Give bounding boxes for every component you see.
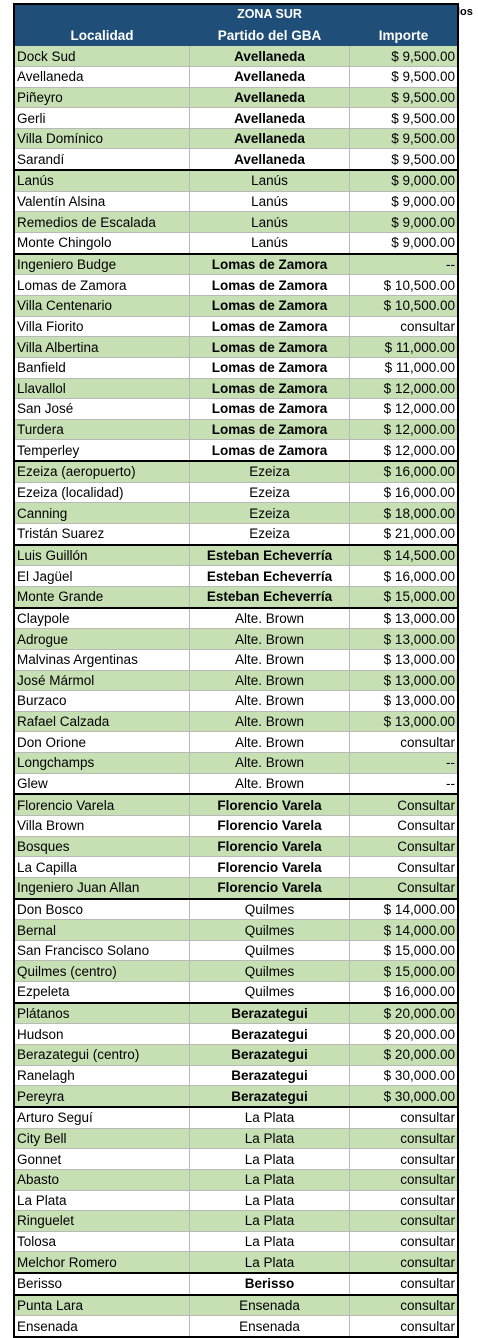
table-row	[14, 961, 458, 982]
cell-importe[interactable]: $ 13,000.00	[350, 711, 459, 732]
table-row	[14, 108, 458, 129]
cell-localidad[interactable]: Ringuelet	[14, 1211, 190, 1232]
cell-partido[interactable]: Berazategui	[190, 1045, 350, 1066]
cell-localidad[interactable]: Dock Sud	[14, 46, 190, 67]
cell-localidad[interactable]: San Francisco Solano	[14, 940, 190, 961]
price-table	[13, 3, 459, 1338]
table-row	[14, 1295, 458, 1316]
cell-partido[interactable]: Alte. Brown	[190, 732, 350, 753]
table-row	[14, 87, 458, 108]
cell-localidad[interactable]: Rafael Calzada	[14, 711, 190, 732]
cell-partido[interactable]: La Plata	[190, 1231, 350, 1252]
cell-partido[interactable]: La Plata	[190, 1107, 350, 1128]
cell-importe[interactable]: consultar	[350, 732, 459, 753]
table-row	[14, 920, 458, 941]
table-row	[14, 378, 458, 399]
cell-importe[interactable]: consultar	[350, 1128, 459, 1149]
cell-importe[interactable]: $ 9,000.00	[350, 170, 459, 191]
table-row	[14, 566, 458, 587]
table-row	[14, 1316, 458, 1337]
cell-importe[interactable]: Consultar	[350, 877, 459, 898]
cell-partido[interactable]: Florencio Varela	[190, 857, 350, 878]
cell-importe[interactable]: $ 9,000.00	[350, 191, 459, 212]
table-row	[14, 128, 458, 149]
table-row	[14, 545, 458, 566]
cell-importe[interactable]: $ 9,000.00	[350, 233, 459, 254]
header-row	[14, 25, 458, 46]
cell-partido[interactable]: Quilmes	[190, 961, 350, 982]
cell-localidad[interactable]: Lomas de Zamora	[14, 275, 190, 296]
cell-partido[interactable]: Esteban Echeverría	[190, 586, 350, 607]
table-row	[14, 482, 458, 503]
cell-localidad[interactable]: Villa Albertina	[14, 337, 190, 358]
cell-localidad[interactable]: Don Bosco	[14, 899, 190, 920]
cell-localidad[interactable]: Pereyra	[14, 1086, 190, 1107]
cell-localidad[interactable]: Villa Centenario	[14, 295, 190, 316]
cell-partido[interactable]: Alte. Brown	[190, 649, 350, 670]
cell-partido[interactable]: La Plata	[190, 1169, 350, 1190]
table-row	[14, 1169, 458, 1190]
cell-importe[interactable]: consultar	[350, 1252, 459, 1273]
cell-localidad[interactable]: Bosques	[14, 836, 190, 857]
cell-partido[interactable]: Quilmes	[190, 899, 350, 920]
table-row	[14, 1149, 458, 1170]
cell-importe[interactable]: Consultar	[350, 836, 459, 857]
cell-localidad[interactable]: Burzaco	[14, 691, 190, 712]
cell-localidad[interactable]: Hudson	[14, 1024, 190, 1045]
cell-importe[interactable]: $ 12,000.00	[350, 399, 459, 420]
cell-localidad[interactable]: Lanús	[14, 170, 190, 191]
cell-importe[interactable]: $ 30,000.00	[350, 1065, 459, 1086]
cell-partido[interactable]: Alte. Brown	[190, 670, 350, 691]
cell-importe[interactable]: $ 20,000.00	[350, 1003, 459, 1024]
cell-importe[interactable]: $ 11,000.00	[350, 337, 459, 358]
cell-partido[interactable]: Lomas de Zamora	[190, 440, 350, 461]
table-row	[14, 316, 458, 337]
cell-partido[interactable]: Alte. Brown	[190, 629, 350, 650]
cell-importe[interactable]: $ 10,500.00	[350, 275, 459, 296]
table-row	[14, 940, 458, 961]
cell-importe[interactable]: $ 12,000.00	[350, 440, 459, 461]
table-row	[14, 1107, 458, 1128]
table-row	[14, 815, 458, 836]
table-row	[14, 503, 458, 524]
cell-partido[interactable]: Lomas de Zamora	[190, 357, 350, 378]
cell-importe[interactable]: --	[350, 773, 459, 794]
table-row	[14, 877, 458, 898]
cell-importe[interactable]: consultar	[350, 1295, 459, 1316]
cell-localidad[interactable]: Arturo Seguí	[14, 1107, 190, 1128]
cell-localidad[interactable]: Malvinas Argentinas	[14, 649, 190, 670]
cell-partido[interactable]: La Plata	[190, 1252, 350, 1273]
cell-localidad[interactable]: Piñeyro	[14, 87, 190, 108]
table-row	[14, 275, 458, 296]
header-importe[interactable]: Importe	[350, 25, 459, 46]
cell-partido[interactable]: Alte. Brown	[190, 711, 350, 732]
cell-partido[interactable]: Lomas de Zamora	[190, 378, 350, 399]
table-row	[14, 46, 458, 67]
cell-localidad[interactable]: Monte Grande	[14, 586, 190, 607]
cell-importe[interactable]: consultar	[350, 1149, 459, 1170]
cell-importe[interactable]: consultar	[350, 1231, 459, 1252]
cell-localidad[interactable]: Ezpeleta	[14, 982, 190, 1003]
cell-partido[interactable]: Esteban Echeverría	[190, 545, 350, 566]
cell-importe[interactable]: $ 16,000.00	[350, 461, 459, 482]
cell-importe[interactable]: $ 14,500.00	[350, 545, 459, 566]
cell-importe[interactable]: $ 13,000.00	[350, 608, 459, 629]
cell-importe[interactable]: $ 9,500.00	[350, 66, 459, 87]
cell-localidad[interactable]: Gonnet	[14, 1149, 190, 1170]
cell-importe[interactable]: consultar	[350, 1273, 459, 1295]
cell-localidad[interactable]: Longchamps	[14, 753, 190, 774]
cell-localidad[interactable]: Sarandí	[14, 149, 190, 170]
cell-partido[interactable]: Ezeiza	[190, 524, 350, 545]
cell-localidad[interactable]: Punta Lara	[14, 1295, 190, 1316]
cell-importe[interactable]: $ 13,000.00	[350, 649, 459, 670]
cell-partido[interactable]: Alte. Brown	[190, 608, 350, 629]
cell-partido[interactable]: La Plata	[190, 1211, 350, 1232]
table-row	[14, 629, 458, 650]
table-row	[14, 857, 458, 878]
cell-importe[interactable]: --	[350, 753, 459, 774]
cell-importe[interactable]: $ 10,500.00	[350, 295, 459, 316]
cell-partido[interactable]: Florencio Varela	[190, 877, 350, 898]
cell-importe[interactable]: Consultar	[350, 857, 459, 878]
cell-partido[interactable]: Berazategui	[190, 1024, 350, 1045]
cell-importe[interactable]: $ 15,000.00	[350, 961, 459, 982]
table-row	[14, 836, 458, 857]
cell-importe[interactable]: $ 14,000.00	[350, 920, 459, 941]
cell-localidad[interactable]: Avellaneda	[14, 66, 190, 87]
cell-localidad[interactable]: José Mármol	[14, 670, 190, 691]
cell-localidad[interactable]: Ensenada	[14, 1316, 190, 1337]
cell-localidad[interactable]: Villa Domínico	[14, 128, 190, 149]
cell-localidad[interactable]: Berisso	[14, 1273, 190, 1295]
cell-importe[interactable]: $ 9,500.00	[350, 128, 459, 149]
table-row	[14, 1024, 458, 1045]
table-row	[14, 586, 458, 607]
cell-localidad[interactable]: Villa Brown	[14, 815, 190, 836]
cell-importe[interactable]: $ 13,000.00	[350, 629, 459, 650]
table-row	[14, 419, 458, 440]
cell-partido[interactable]: Ensenada	[190, 1316, 350, 1337]
cell-importe[interactable]: $ 12,000.00	[350, 378, 459, 399]
cell-importe[interactable]: consultar	[350, 1211, 459, 1232]
table-row	[14, 1190, 458, 1211]
table-row	[14, 691, 458, 712]
cell-localidad[interactable]: City Bell	[14, 1128, 190, 1149]
cell-importe[interactable]: $ 9,500.00	[350, 46, 459, 67]
table-row	[14, 753, 458, 774]
cell-partido[interactable]: La Plata	[190, 1149, 350, 1170]
cell-localidad[interactable]: San José	[14, 399, 190, 420]
table-row	[14, 170, 458, 191]
cell-localidad[interactable]: Florencio Varela	[14, 794, 190, 815]
cell-localidad[interactable]: Llavallol	[14, 378, 190, 399]
cell-importe[interactable]: consultar	[350, 1316, 459, 1337]
table-row	[14, 295, 458, 316]
cell-localidad[interactable]: Remedios de Escalada	[14, 212, 190, 233]
cell-importe[interactable]: Consultar	[350, 815, 459, 836]
cell-localidad[interactable]: Ranelagh	[14, 1065, 190, 1086]
cell-partido[interactable]: Lomas de Zamora	[190, 337, 350, 358]
cell-localidad[interactable]: Tolosa	[14, 1231, 190, 1252]
table-row	[14, 732, 458, 753]
cell-importe[interactable]: consultar	[350, 1190, 459, 1211]
cell-localidad[interactable]: Villa Fiorito	[14, 316, 190, 337]
cell-partido[interactable]: Alte. Brown	[190, 691, 350, 712]
cell-importe[interactable]: $ 13,000.00	[350, 691, 459, 712]
cell-importe[interactable]: $ 11,000.00	[350, 357, 459, 378]
cell-partido[interactable]: Avellaneda	[190, 149, 350, 170]
table-row	[14, 191, 458, 212]
cell-partido[interactable]: Berazategui	[190, 1065, 350, 1086]
cell-importe[interactable]: Consultar	[350, 794, 459, 815]
cell-partido[interactable]: Lomas de Zamora	[190, 254, 350, 275]
cell-partido[interactable]: Ezeiza	[190, 503, 350, 524]
table-row	[14, 1003, 458, 1024]
cell-partido[interactable]: Lomas de Zamora	[190, 316, 350, 337]
cell-localidad[interactable]: Ezeiza (aeropuerto)	[14, 461, 190, 482]
cell-localidad[interactable]: Quilmes (centro)	[14, 961, 190, 982]
table-row	[14, 524, 458, 545]
cell-importe[interactable]: consultar	[350, 1169, 459, 1190]
cell-partido[interactable]: Avellaneda	[190, 108, 350, 129]
table-row	[14, 1065, 458, 1086]
cell-partido[interactable]: Florencio Varela	[190, 794, 350, 815]
cell-partido[interactable]: Avellaneda	[190, 87, 350, 108]
table-row	[14, 711, 458, 732]
cell-partido[interactable]: Lomas de Zamora	[190, 275, 350, 296]
table-row	[14, 461, 458, 482]
cell-partido[interactable]: Avellaneda	[190, 46, 350, 67]
cell-importe[interactable]: $ 16,000.00	[350, 482, 459, 503]
cell-importe[interactable]: $ 21,000.00	[350, 524, 459, 545]
cell-importe[interactable]: $ 20,000.00	[350, 1024, 459, 1045]
cell-partido[interactable]: Ezeiza	[190, 461, 350, 482]
table-row	[14, 1211, 458, 1232]
zone-title-blank-cell-right[interactable]	[350, 4, 459, 25]
zone-title-blank-cell[interactable]	[14, 4, 190, 25]
cell-importe[interactable]: $ 15,000.00	[350, 940, 459, 961]
cell-partido[interactable]: Lanús	[190, 170, 350, 191]
cell-partido[interactable]: Florencio Varela	[190, 815, 350, 836]
cell-localidad[interactable]: Gerli	[14, 108, 190, 129]
side-note-text: los	[457, 6, 473, 18]
table-row	[14, 1231, 458, 1252]
cell-partido[interactable]: Lanús	[190, 191, 350, 212]
cell-importe[interactable]: $ 20,000.00	[350, 1045, 459, 1066]
table-row	[14, 649, 458, 670]
cell-partido[interactable]: Lomas de Zamora	[190, 295, 350, 316]
cell-partido[interactable]: La Plata	[190, 1190, 350, 1211]
cell-partido[interactable]: Quilmes	[190, 920, 350, 941]
cell-partido[interactable]: Avellaneda	[190, 66, 350, 87]
table-row	[14, 212, 458, 233]
cell-localidad[interactable]: Glew	[14, 773, 190, 794]
cell-partido[interactable]: Lanús	[190, 233, 350, 254]
cell-partido[interactable]: Florencio Varela	[190, 836, 350, 857]
cell-importe[interactable]: $ 12,000.00	[350, 419, 459, 440]
table-row	[14, 1252, 458, 1273]
table-row	[14, 337, 458, 358]
cell-partido[interactable]: Quilmes	[190, 982, 350, 1003]
cell-localidad[interactable]: Bernal	[14, 920, 190, 941]
cell-localidad[interactable]: Ezeiza (localidad)	[14, 482, 190, 503]
cell-partido[interactable]: Berazategui	[190, 1086, 350, 1107]
cell-partido[interactable]: Quilmes	[190, 940, 350, 961]
cell-partido[interactable]: La Plata	[190, 1128, 350, 1149]
cell-partido[interactable]: Berazategui	[190, 1003, 350, 1024]
cell-partido[interactable]: Lomas de Zamora	[190, 399, 350, 420]
cell-localidad[interactable]: Turdera	[14, 419, 190, 440]
header-partido[interactable]: Partido del GBA	[190, 25, 350, 46]
cell-importe[interactable]: $ 30,000.00	[350, 1086, 459, 1107]
table-row	[14, 773, 458, 794]
table-row	[14, 399, 458, 420]
cell-localidad[interactable]: La Plata	[14, 1190, 190, 1211]
cell-localidad[interactable]: Banfield	[14, 357, 190, 378]
table-row	[14, 1128, 458, 1149]
cell-localidad[interactable]: Ingeniero Budge	[14, 254, 190, 275]
cell-localidad[interactable]: La Capilla	[14, 857, 190, 878]
cell-localidad[interactable]: Abasto	[14, 1169, 190, 1190]
cell-localidad[interactable]: Luis Guillón	[14, 545, 190, 566]
cell-localidad[interactable]: Don Orione	[14, 732, 190, 753]
zone-title-cell[interactable]: ZONA SUR	[190, 4, 350, 25]
cell-importe[interactable]: $ 9,500.00	[350, 108, 459, 129]
table-row	[14, 440, 458, 461]
cell-localidad[interactable]: Ingeniero Juan Allan	[14, 877, 190, 898]
cell-partido[interactable]: Alte. Brown	[190, 753, 350, 774]
cell-localidad[interactable]: Berazategui (centro)	[14, 1045, 190, 1066]
cell-partido[interactable]: Avellaneda	[190, 128, 350, 149]
table-row	[14, 982, 458, 1003]
cell-importe[interactable]: consultar	[350, 1107, 459, 1128]
cell-localidad[interactable]: Monte Chingolo	[14, 233, 190, 254]
price-table-body	[14, 4, 458, 1337]
cell-partido[interactable]: Lanús	[190, 212, 350, 233]
cell-localidad[interactable]: Valentín Alsina	[14, 191, 190, 212]
cell-importe[interactable]: $ 13,000.00	[350, 670, 459, 691]
cell-partido[interactable]: Ensenada	[190, 1295, 350, 1316]
cell-importe[interactable]: $ 18,000.00	[350, 503, 459, 524]
cell-importe[interactable]: $ 15,000.00	[350, 586, 459, 607]
cell-localidad[interactable]: Adrogue	[14, 629, 190, 650]
cell-partido[interactable]: Berisso	[190, 1273, 350, 1295]
cell-localidad[interactable]: El Jagüel	[14, 566, 190, 587]
table-row	[14, 1045, 458, 1066]
table-row	[14, 899, 458, 920]
table-row	[14, 254, 458, 275]
header-localidad[interactable]: Localidad	[14, 25, 190, 46]
cell-partido[interactable]: Lomas de Zamora	[190, 419, 350, 440]
cell-importe[interactable]: $ 9,000.00	[350, 212, 459, 233]
table-row	[14, 1273, 458, 1295]
table-row	[14, 66, 458, 87]
cell-importe[interactable]: $ 16,000.00	[350, 566, 459, 587]
table-row	[14, 1086, 458, 1107]
cell-partido[interactable]: Alte. Brown	[190, 773, 350, 794]
zone-title-row	[14, 4, 458, 25]
cell-localidad[interactable]: Melchor Romero	[14, 1252, 190, 1273]
table-row	[14, 233, 458, 254]
cell-localidad[interactable]: Claypole	[14, 608, 190, 629]
cell-localidad[interactable]: Plátanos	[14, 1003, 190, 1024]
cell-importe[interactable]: $ 16,000.00	[350, 982, 459, 1003]
cell-localidad[interactable]: Tristán Suarez	[14, 524, 190, 545]
cell-importe[interactable]: consultar	[350, 316, 459, 337]
table-row	[14, 670, 458, 691]
cell-importe[interactable]: $ 9,500.00	[350, 87, 459, 108]
cell-localidad[interactable]: Temperley	[14, 440, 190, 461]
cell-importe[interactable]: $ 14,000.00	[350, 899, 459, 920]
table-row	[14, 149, 458, 170]
cell-partido[interactable]: Esteban Echeverría	[190, 566, 350, 587]
table-row	[14, 357, 458, 378]
cell-partido[interactable]: Ezeiza	[190, 482, 350, 503]
table-row	[14, 794, 458, 815]
cell-localidad[interactable]: Canning	[14, 503, 190, 524]
cell-importe[interactable]: --	[350, 254, 459, 275]
cell-importe[interactable]: $ 9,500.00	[350, 149, 459, 170]
table-row	[14, 608, 458, 629]
